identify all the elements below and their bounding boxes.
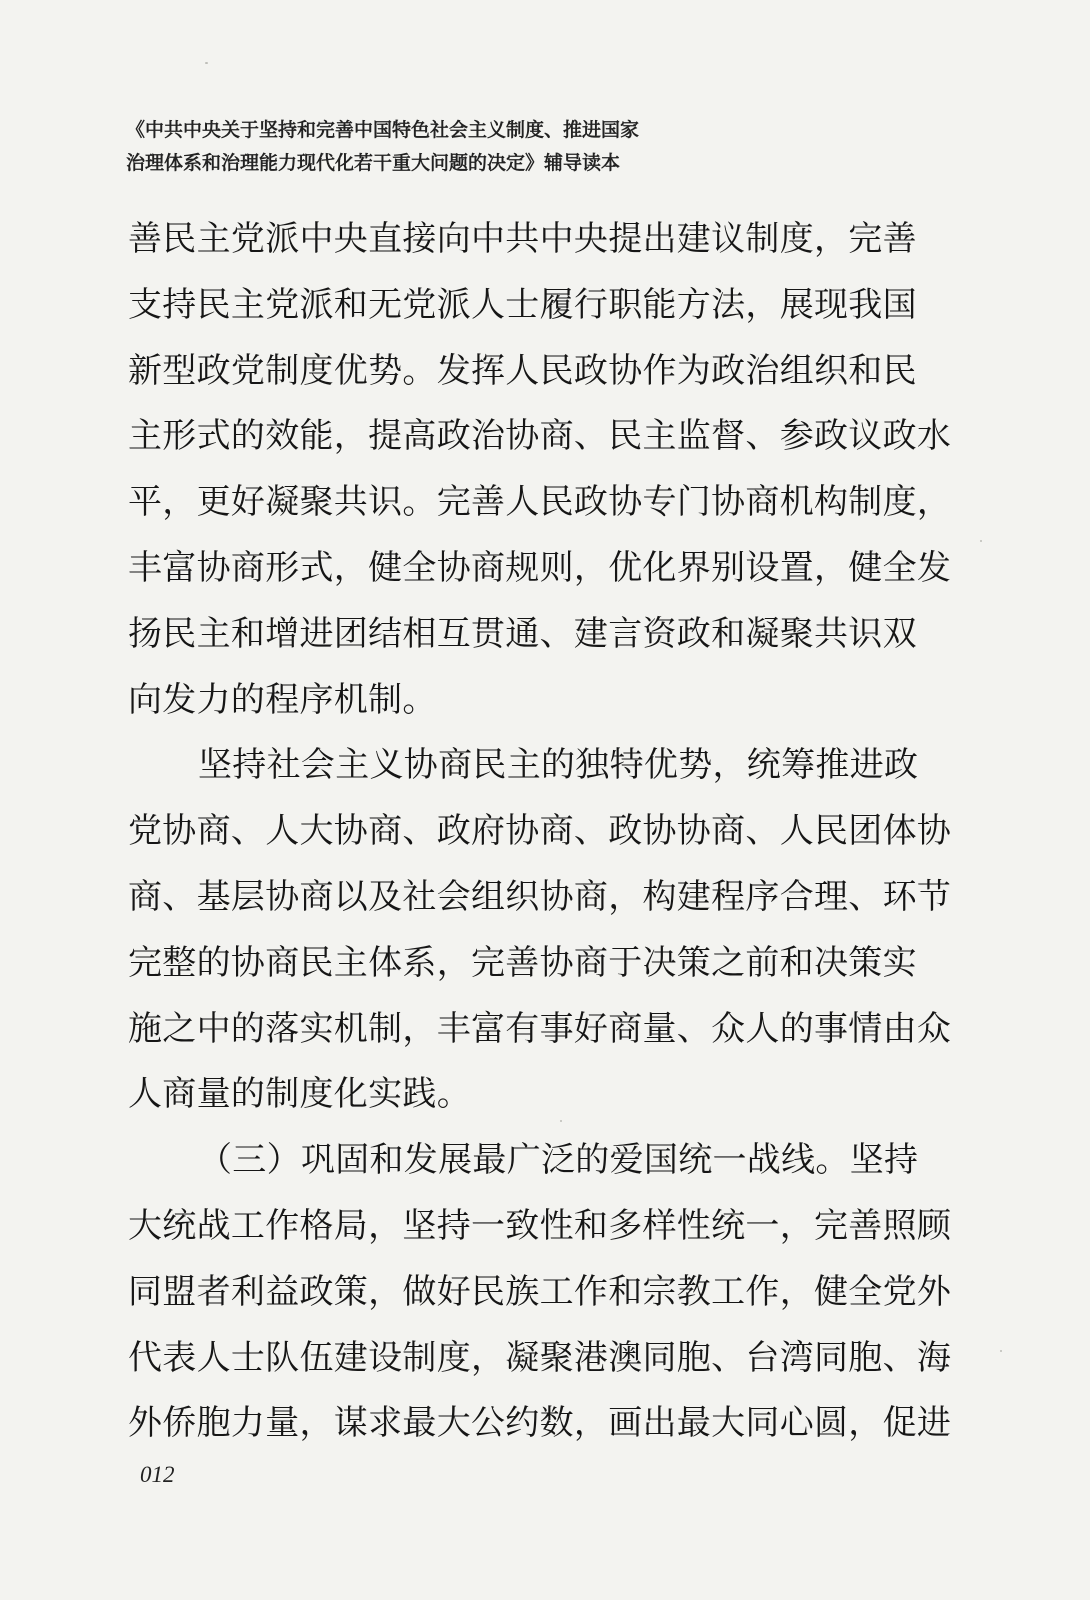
scan-speck — [205, 62, 208, 64]
text-line: 支持民主党派和无党派人士履行职能方法，展现我国 — [128, 284, 917, 325]
text-line: 施之中的落实机制，丰富有事好商量、众人的事情由众 — [128, 1008, 952, 1049]
text-line: 向发力的程序机制。 — [128, 679, 437, 720]
text-line: 善民主党派中央直接向中共中央提出建议制度，完善 — [128, 219, 917, 259]
running-header — [126, 114, 826, 180]
text-line: 丰富协商形式，健全协商规则，优化界别设置，健全发 — [128, 547, 952, 588]
text-line: 外侨胞力量，谋求最大公约数，画出最大同心圆，促进 — [128, 1403, 952, 1444]
text-line: 主形式的效能，提高政治协商、民主监督、参政议政水 — [128, 416, 952, 457]
running-header-line: 治理体系和治理能力现代化若干重大问题的决定》辅导读本 — [126, 152, 621, 174]
text-line: 新型政党制度优势。发挥人民政协作为政治组织和民 — [128, 350, 917, 391]
running-header-line: 《中共中央关于坚持和完善中国特色社会主义制度、推进国家 — [126, 119, 640, 141]
text-line: 人商量的制度化实践。 — [128, 1074, 471, 1115]
text-line: 党协商、人大协商、政府协商、政协协商、人民团体协 — [128, 811, 952, 852]
text-line: 同盟者利益政策，做好民族工作和宗教工作，健全党外 — [128, 1271, 952, 1312]
text-line: 扬民主和增进团结相互贯通、建言资政和凝聚共识双 — [128, 613, 917, 654]
text-line: 完整的协商民主体系，完善协商于决策之前和决策实 — [128, 942, 917, 983]
section-heading-line: （三）巩固和发展最广泛的爱国统一战线。坚持 — [198, 1140, 919, 1181]
text-line: 平，更好凝聚共识。完善人民政协专门协商机构制度， — [128, 482, 952, 523]
page-number: 012 — [140, 1462, 175, 1487]
scan-speck — [980, 540, 982, 542]
text-line: 大统战工作格局，坚持一致性和多样性统一，完善照顾 — [128, 1205, 952, 1246]
body-text — [128, 207, 968, 1457]
paragraph-first-line: 坚持社会主义协商民主的独特优势，统筹推进政 — [198, 745, 919, 786]
text-line: 代表人士队伍建设制度，凝聚港澳同胞、台湾同胞、海 — [128, 1337, 952, 1378]
scan-speck — [1000, 1350, 1002, 1352]
scan-speck — [560, 1120, 562, 1122]
text-line: 商、基层协商以及社会组织协商，构建程序合理、环节 — [128, 876, 952, 917]
